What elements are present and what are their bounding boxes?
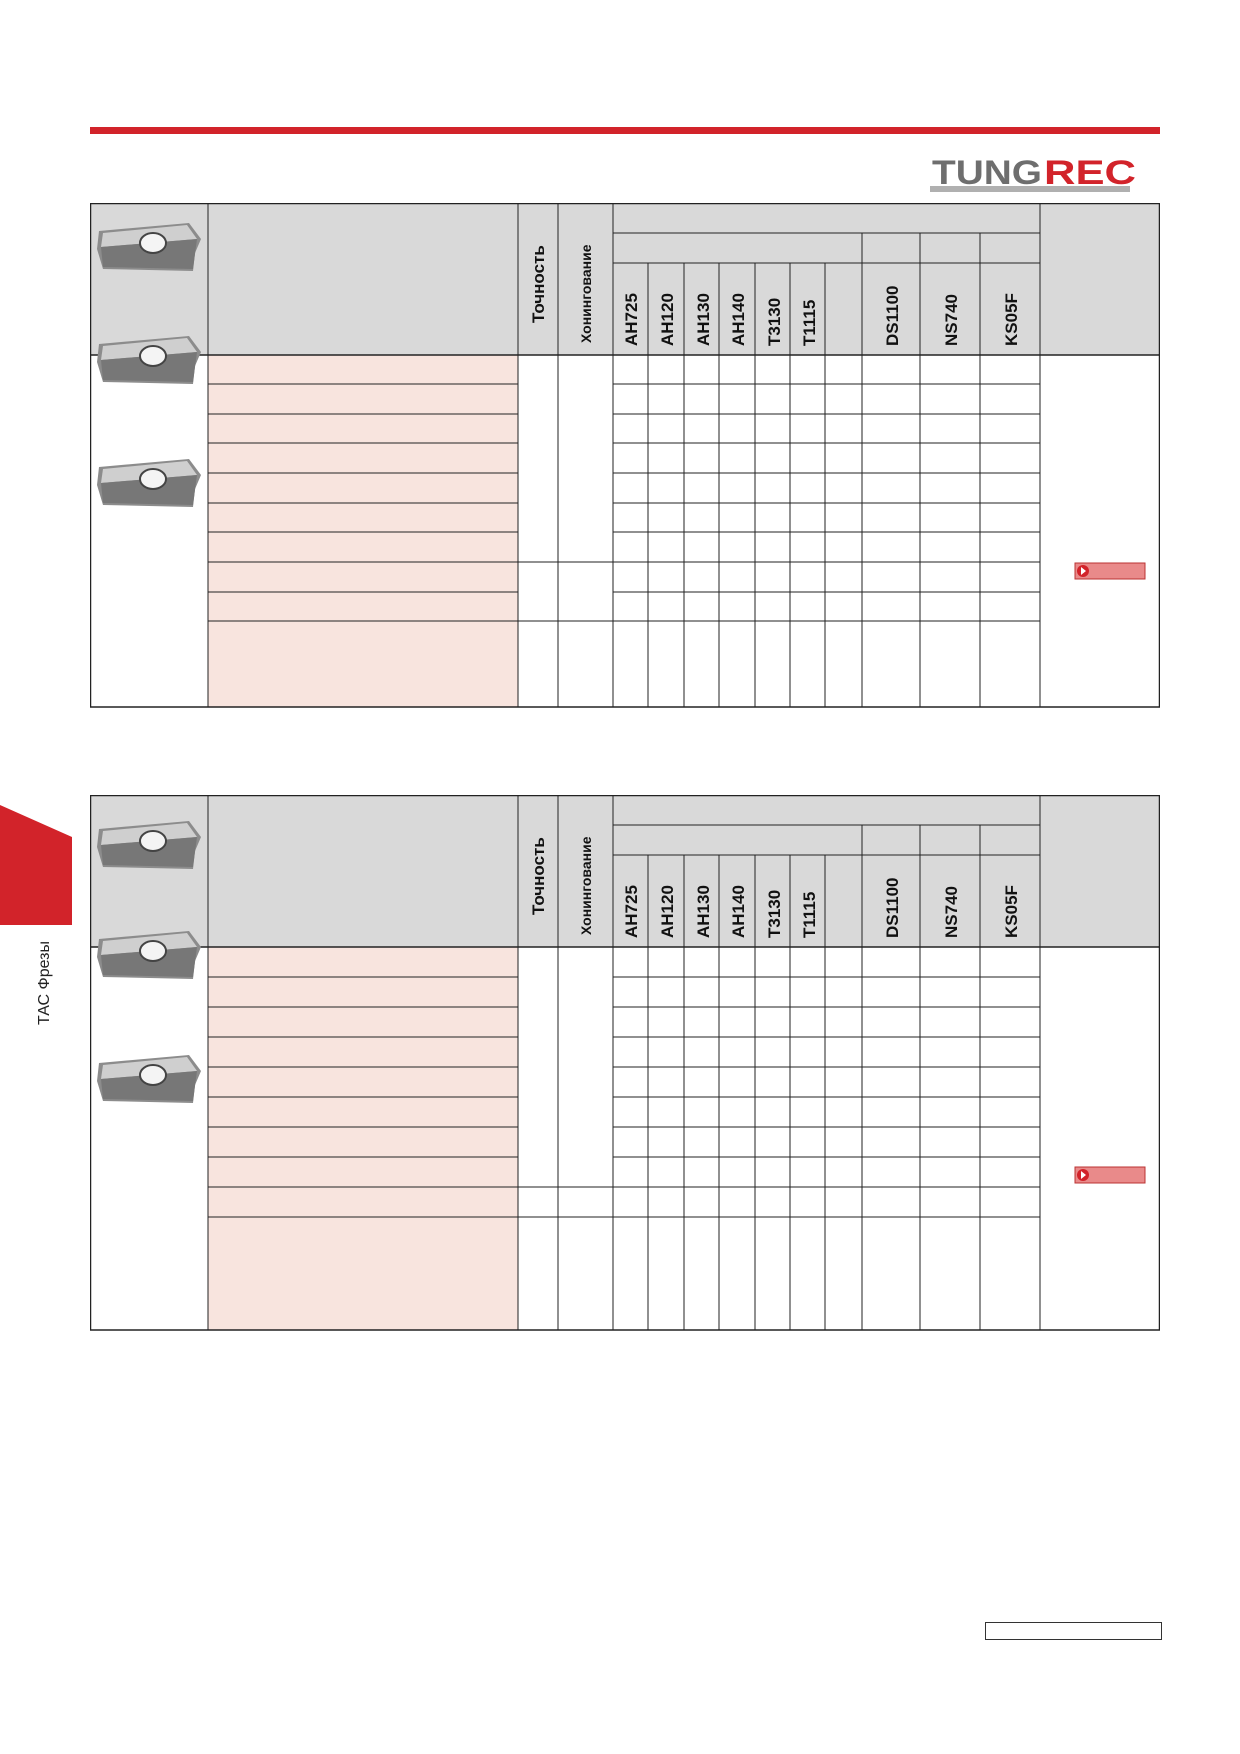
grade-header-ah130: AH130 — [694, 293, 713, 346]
insert-image — [97, 336, 201, 384]
insert-image — [97, 223, 201, 271]
description-cell — [208, 1217, 518, 1330]
grade-header-ns740: NS740 — [942, 886, 961, 938]
grade-header-t3130: T3130 — [765, 297, 784, 346]
description-cell — [208, 1067, 518, 1097]
grade-header-ah140: AH140 — [729, 293, 748, 346]
description-cell — [208, 1097, 518, 1127]
insert-table-2 — [90, 795, 1160, 1331]
more-info-button[interactable] — [1075, 563, 1145, 579]
insert-image — [97, 821, 201, 869]
description-cell — [208, 384, 518, 414]
honing-header: Хонингование — [578, 244, 594, 343]
description-cell — [208, 592, 518, 621]
grade-header-t3130: T3130 — [765, 889, 784, 938]
more-info-button[interactable] — [1075, 1167, 1145, 1183]
description-cell — [208, 1187, 518, 1217]
grade-header-t1115: T1115 — [800, 299, 819, 346]
grade-header-ns740: NS740 — [942, 294, 961, 346]
description-cell — [208, 355, 518, 384]
grade-header-ah130: AH130 — [694, 885, 713, 938]
accuracy-header: Точность — [529, 837, 548, 915]
grade-header-ah725: AH725 — [622, 293, 641, 346]
description-cell — [208, 443, 518, 473]
logo-text-rec: REC — [1044, 154, 1136, 192]
grade-header-ah120: AH120 — [658, 885, 677, 938]
grade-header-ah140: AH140 — [729, 885, 748, 938]
grade-header-ks05f: KS05F — [1002, 293, 1021, 346]
grade-header-ah725: AH725 — [622, 885, 641, 938]
honing-header: Хонингование — [578, 836, 594, 935]
insert-table-2-grid — [90, 795, 1160, 1331]
grade-header-ds1100: DS1100 — [883, 285, 902, 346]
description-cell — [208, 503, 518, 532]
description-cell — [208, 1037, 518, 1067]
insert-image — [97, 459, 201, 507]
description-cell — [208, 414, 518, 443]
description-cell — [208, 473, 518, 503]
grade-header-ds1100: DS1100 — [883, 877, 902, 938]
description-cell — [208, 1007, 518, 1037]
insert-table-1 — [90, 203, 1160, 708]
section-side-tab — [0, 805, 72, 925]
description-cell — [208, 1127, 518, 1157]
insert-table-1-grid — [90, 203, 1160, 708]
logo-text-tung: TUNG — [932, 154, 1042, 192]
grade-header-ks05f: KS05F — [1002, 885, 1021, 938]
description-cell — [208, 532, 518, 562]
insert-image — [97, 931, 201, 979]
page-number-box — [985, 1622, 1162, 1640]
grade-header-ah120: AH120 — [658, 293, 677, 346]
tungrec-logo — [930, 150, 1160, 196]
description-cell — [208, 977, 518, 1007]
accuracy-header: Точность — [529, 245, 548, 323]
description-cell — [208, 947, 518, 977]
grade-header-t1115: T1115 — [800, 891, 819, 938]
section-side-label: ТАС Фрезы — [36, 940, 53, 1025]
description-cell — [208, 621, 518, 707]
description-cell — [208, 1157, 518, 1187]
top-red-rule — [90, 127, 1160, 134]
insert-image — [97, 1055, 201, 1103]
description-cell — [208, 562, 518, 592]
